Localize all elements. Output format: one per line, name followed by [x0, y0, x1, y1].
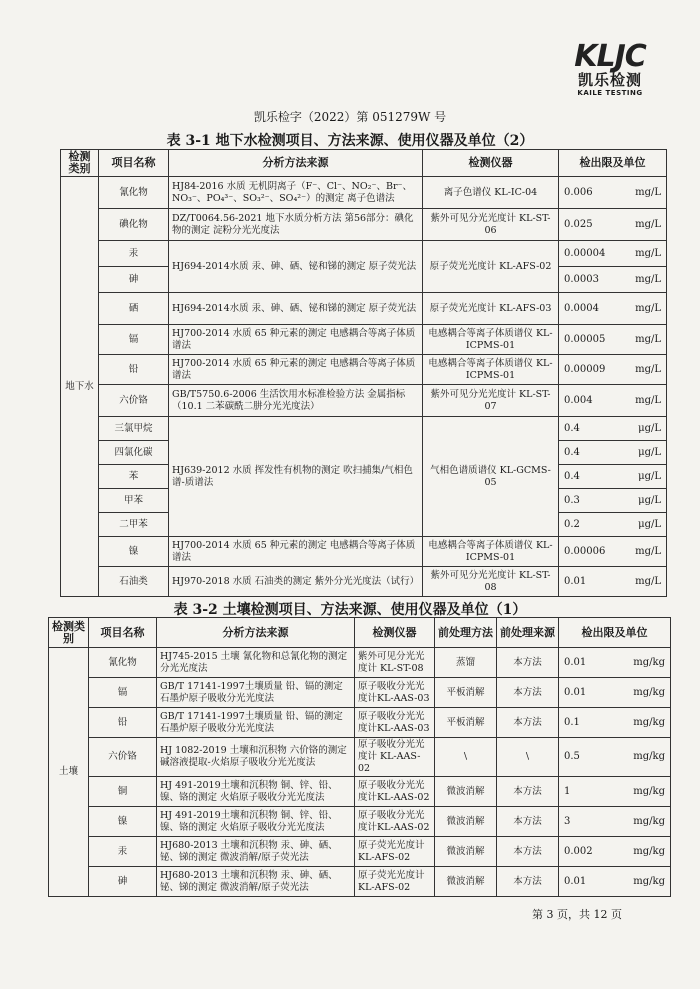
- limit-cell: [559, 837, 671, 867]
- category-cell: 土壤: [49, 648, 89, 897]
- method-cell: GB/T 17141-1997土壤质量 铅、镉的测定 石墨炉原子吸收分光光度法: [157, 708, 355, 738]
- limit-value: 0.2: [564, 518, 580, 530]
- method-cell: HJ970-2018 水质 石油类的测定 紫外分光光度法（试行）: [169, 567, 423, 597]
- table-row: [61, 355, 667, 385]
- table-row: [49, 777, 671, 807]
- limit-unit: mg/L: [635, 273, 661, 285]
- item-cell: 苯: [99, 465, 169, 489]
- method-cell: GB/T 17141-1997土壤质量 铅、镉的测定 石墨炉原子吸收分光光度法: [157, 678, 355, 708]
- limit-value: 0.01: [564, 575, 587, 587]
- instrument-cell: 电感耦合等离子体质谱仪 KL-ICPMS-01: [423, 325, 559, 355]
- limit-cell: [559, 465, 667, 489]
- table-row: [49, 867, 671, 897]
- header-limit: 检出限及单位: [559, 150, 667, 177]
- item-cell: 六价铬: [89, 738, 157, 777]
- instrument-cell: 离子色谱仪 KL-IC-04: [423, 177, 559, 209]
- limit-cell: [559, 417, 667, 441]
- limit-value: 3: [564, 815, 571, 827]
- method-cell: HJ 491-2019土壤和沉积物 铜、锌、铅、镍、铬的测定 火焰原子吸收分光光度法: [157, 807, 355, 837]
- limit-cell: [559, 241, 667, 267]
- pretreat-source-cell: 本方法: [497, 708, 559, 738]
- item-cell: 硒: [99, 293, 169, 325]
- method-cell: HJ694-2014水质 汞、砷、硒、铋和锑的测定 原子荧光法: [169, 293, 423, 325]
- table-row: [49, 807, 671, 837]
- limit-unit: mg/kg: [633, 656, 665, 668]
- instrument-cell: 原子吸收分光光度计KL-AAS-03: [355, 708, 435, 738]
- header-method: 分析方法来源: [169, 150, 423, 177]
- table-row: [49, 648, 671, 678]
- limit-value: 0.01: [564, 875, 587, 887]
- table-row: [49, 708, 671, 738]
- instrument-cell: 原子吸收分光光度计KL-AAS-02: [355, 777, 435, 807]
- limit-unit: mg/L: [635, 218, 661, 230]
- page-footer: 第 3 页，共 12 页: [532, 908, 622, 921]
- item-cell: 汞: [89, 837, 157, 867]
- limit-unit: mg/kg: [633, 716, 665, 728]
- header-item: 项目名称: [99, 150, 169, 177]
- limit-cell: [559, 537, 667, 567]
- method-cell: DZ/T0064.56-2021 地下水质分析方法 第56部分：碘化物的测定 淀粉分光光度法: [169, 209, 423, 241]
- instrument-cell: 原子荧光光度计 KL-AFS-02: [423, 241, 559, 293]
- limit-value: 0.002: [564, 845, 593, 857]
- company-logo: [560, 39, 660, 97]
- limit-value: 0.025: [564, 218, 593, 230]
- table2-title: 表 3-2 土壤检测项目、方法来源、使用仪器及单位（1）: [173, 602, 527, 618]
- pretreat-source-cell: 本方法: [497, 648, 559, 678]
- pretreat-method-cell: 微波消解: [435, 807, 497, 837]
- limit-unit: mg/kg: [633, 845, 665, 857]
- limit-cell: [559, 513, 667, 537]
- limit-cell: [559, 738, 671, 777]
- limit-unit: mg/kg: [633, 875, 665, 887]
- instrument-cell: 电感耦合等离子体质谱仪 KL-ICPMS-01: [423, 537, 559, 567]
- instrument-cell: 紫外可见分光光度计 KL-ST-08: [423, 567, 559, 597]
- header-method: 分析方法来源: [157, 618, 355, 648]
- instrument-cell: 紫外可见分光光度计 KL-ST-07: [423, 385, 559, 417]
- pretreat-method-cell: 微波消解: [435, 867, 497, 897]
- method-cell: HJ680-2013 土壤和沉积物 汞、砷、硒、铋、锑的测定 微波消解/原子荧光法: [157, 837, 355, 867]
- method-cell: GB/T5750.6-2006 生活饮用水标准检验方法 金属指标 （10.1 二苯碳酰二肼分光光度法）: [169, 385, 423, 417]
- limit-cell: [559, 209, 667, 241]
- header-category: 检测类别: [61, 150, 99, 177]
- limit-unit: mg/kg: [633, 785, 665, 797]
- table-header-row: [49, 618, 671, 648]
- item-cell: 氰化物: [99, 177, 169, 209]
- limit-value: 0.0004: [564, 302, 599, 314]
- instrument-cell: 电感耦合等离子体质谱仪 KL-ICPMS-01: [423, 355, 559, 385]
- table-row: [49, 837, 671, 867]
- pretreat-method-cell: 蒸馏: [435, 648, 497, 678]
- limit-cell: [559, 567, 667, 597]
- table-header-row: [61, 150, 667, 177]
- table-row: [61, 293, 667, 325]
- item-cell: 镍: [89, 807, 157, 837]
- pretreat-source-cell: 本方法: [497, 867, 559, 897]
- limit-unit: mg/kg: [633, 751, 665, 762]
- method-cell: HJ700-2014 水质 65 种元素的测定 电感耦合等离子体质谱法: [169, 537, 423, 567]
- table-row: [61, 177, 667, 209]
- logo-mark: KLJC: [574, 39, 646, 74]
- soil-table: [48, 617, 671, 897]
- item-cell: 砷: [89, 867, 157, 897]
- limit-unit: mg/L: [635, 302, 661, 314]
- instrument-cell: 紫外可见分光光度计 KL-ST-06: [423, 209, 559, 241]
- limit-cell: [559, 777, 671, 807]
- instrument-cell: 原子吸收分光光度计KL-AAS-02: [355, 807, 435, 837]
- limit-unit: mg/L: [635, 545, 661, 557]
- item-cell: 石油类: [99, 567, 169, 597]
- pretreat-method-cell: 平板消解: [435, 678, 497, 708]
- item-cell: 铜: [89, 777, 157, 807]
- item-cell: 铅: [89, 708, 157, 738]
- limit-value: 0.0003: [564, 273, 599, 285]
- header-pretreat-source: 前处理来源: [497, 618, 559, 648]
- groundwater-table: [60, 149, 667, 597]
- limit-unit: mg/kg: [633, 815, 665, 827]
- item-cell: 汞: [99, 241, 169, 267]
- report-number: 凯乐检字（2022）第 051279W 号: [253, 110, 447, 124]
- pretreat-source-cell: \: [497, 738, 559, 777]
- limit-unit: mg/L: [635, 394, 661, 406]
- item-cell: 甲苯: [99, 489, 169, 513]
- limit-cell: [559, 807, 671, 837]
- limit-cell: [559, 867, 671, 897]
- limit-unit: μg/L: [638, 470, 661, 482]
- method-cell: HJ639-2012 水质 挥发性有机物的测定 吹扫捕集/气相色谱-质谱法: [169, 417, 423, 537]
- pretreat-method-cell: \: [435, 738, 497, 777]
- pretreat-source-cell: 本方法: [497, 777, 559, 807]
- limit-value: 0.4: [564, 446, 580, 458]
- limit-cell: [559, 385, 667, 417]
- pretreat-source-cell: 本方法: [497, 678, 559, 708]
- limit-cell: [559, 708, 671, 738]
- limit-value: 0.00004: [564, 247, 606, 259]
- limit-cell: [559, 177, 667, 209]
- table-row: [61, 537, 667, 567]
- limit-value: 0.00006: [564, 545, 606, 557]
- limit-value: 0.01: [564, 686, 587, 698]
- limit-cell: [559, 267, 667, 293]
- limit-value: 0.3: [564, 494, 580, 506]
- limit-unit: mg/L: [635, 363, 661, 375]
- table-row: [61, 417, 667, 441]
- method-cell: HJ700-2014 水质 65 种元素的测定 电感耦合等离子体质谱法: [169, 325, 423, 355]
- instrument-cell: 原子吸收分光光度计KL-AAS-03: [355, 678, 435, 708]
- method-cell: HJ700-2014 水质 65 种元素的测定 电感耦合等离子体质谱法: [169, 355, 423, 385]
- pretreat-source-cell: 本方法: [497, 837, 559, 867]
- table-row: [61, 385, 667, 417]
- instrument-cell: 原子荧光光度计 KL-AFS-03: [423, 293, 559, 325]
- limit-value: 0.5: [564, 751, 580, 762]
- limit-value: 0.006: [564, 186, 593, 198]
- limit-cell: [559, 678, 671, 708]
- limit-unit: mg/L: [635, 333, 661, 345]
- item-cell: 四氯化碳: [99, 441, 169, 465]
- pretreat-source-cell: 本方法: [497, 807, 559, 837]
- limit-value: 0.00009: [564, 363, 606, 375]
- method-cell: HJ745-2015 土壤 氰化物和总氰化物的测定 分光光度法: [157, 648, 355, 678]
- limit-unit: μg/L: [638, 494, 661, 506]
- item-cell: 三氯甲烷: [99, 417, 169, 441]
- pretreat-method-cell: 微波消解: [435, 837, 497, 867]
- item-cell: 镍: [99, 537, 169, 567]
- logo-english-name: KAILE TESTING: [577, 89, 643, 97]
- instrument-cell: 气相色谱质谱仪 KL-GCMS-05: [423, 417, 559, 537]
- table-row: [49, 678, 671, 708]
- item-cell: 二甲苯: [99, 513, 169, 537]
- limit-value: 0.01: [564, 656, 587, 668]
- limit-cell: [559, 648, 671, 678]
- limit-unit: μg/L: [638, 446, 661, 458]
- limit-unit: μg/L: [638, 518, 661, 530]
- table1-title: 表 3-1 地下水检测项目、方法来源、使用仪器及单位（2）: [166, 133, 534, 149]
- limit-value: 0.1: [564, 716, 580, 728]
- table-row: [61, 567, 667, 597]
- limit-value: 0.00005: [564, 333, 606, 345]
- limit-unit: mg/kg: [633, 686, 665, 698]
- limit-value: 0.004: [564, 394, 593, 406]
- logo-chinese-name: 凯乐检测: [577, 71, 642, 89]
- header-pretreat-method: 前处理方法: [435, 618, 497, 648]
- header-category: 检测类别: [49, 618, 89, 648]
- item-cell: 铅: [99, 355, 169, 385]
- instrument-cell: 紫外可见分光光度计 KL-ST-08: [355, 648, 435, 678]
- item-cell: 碘化物: [99, 209, 169, 241]
- limit-value: 1: [564, 785, 571, 797]
- limit-cell: [559, 355, 667, 385]
- method-cell: HJ84-2016 水质 无机阴离子（F⁻、Cl⁻、NO₂⁻、Br⁻、NO₃⁻、PO₄³⁻、SO₃²⁻、SO₄²⁻）的测定 离子色谱法: [169, 177, 423, 209]
- method-cell: HJ 1082-2019 土壤和沉积物 六价铬的测定 碱溶液提取-火焰原子吸收分光光度法: [157, 738, 355, 777]
- instrument-cell: 原子荧光光度计 KL-AFS-02: [355, 867, 435, 897]
- limit-unit: mg/L: [635, 186, 661, 198]
- header-instrument: 检测仪器: [423, 150, 559, 177]
- pretreat-method-cell: 平板消解: [435, 708, 497, 738]
- table-row: [61, 325, 667, 355]
- limit-unit: mg/L: [635, 575, 661, 587]
- limit-value: 0.4: [564, 470, 580, 482]
- header-limit: 检出限及单位: [559, 618, 671, 648]
- category-cell: 地下水: [61, 177, 99, 597]
- instrument-cell: 原子荧光光度计 KL-AFS-02: [355, 837, 435, 867]
- limit-cell: [559, 325, 667, 355]
- item-cell: 六价铬: [99, 385, 169, 417]
- pretreat-method-cell: 微波消解: [435, 777, 497, 807]
- table-row: [61, 209, 667, 241]
- table-row: [61, 241, 667, 267]
- method-cell: HJ 491-2019土壤和沉积物 铜、锌、铅、镍、铬的测定 火焰原子吸收分光光度法: [157, 777, 355, 807]
- limit-value: 0.4: [564, 422, 580, 434]
- limit-unit: μg/L: [638, 422, 661, 434]
- header-instrument: 检测仪器: [355, 618, 435, 648]
- item-cell: 镉: [99, 325, 169, 355]
- item-cell: 氰化物: [89, 648, 157, 678]
- item-cell: 镉: [89, 678, 157, 708]
- table-row: [49, 738, 671, 777]
- header-item: 项目名称: [89, 618, 157, 648]
- limit-cell: [559, 441, 667, 465]
- instrument-cell: 原子吸收分光光度计 KL-AAS-02: [355, 738, 435, 777]
- method-cell: HJ680-2013 土壤和沉积物 汞、砷、硒、铋、锑的测定 微波消解/原子荧光法: [157, 867, 355, 897]
- item-cell: 砷: [99, 267, 169, 293]
- limit-unit: mg/L: [635, 247, 661, 259]
- method-cell: HJ694-2014水质 汞、砷、硒、铋和锑的测定 原子荧光法: [169, 241, 423, 293]
- limit-cell: [559, 489, 667, 513]
- limit-cell: [559, 293, 667, 325]
